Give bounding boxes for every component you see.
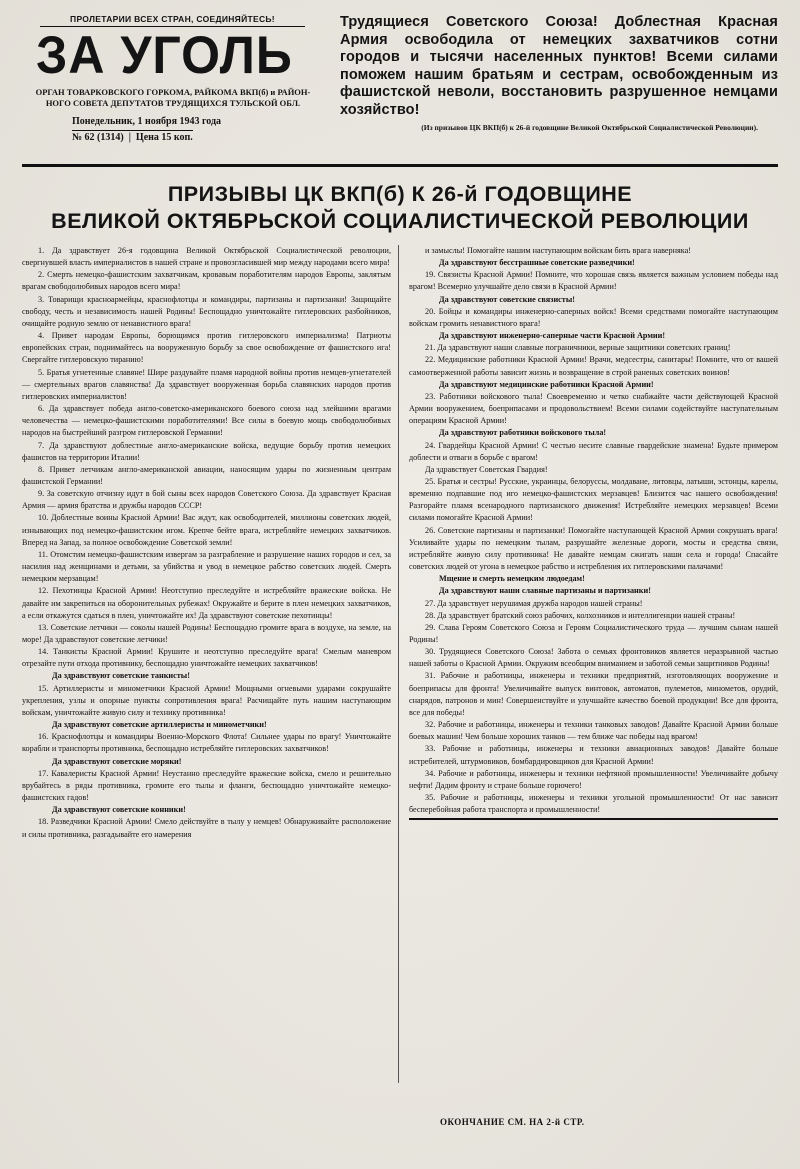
slogan-paragraph: 26. Советские партизаны и партизанки! Помогайте наступающей Красной Армии сокрушать врага! Усиливайте удары по немецким тылам, разрушайте железные дороги, мосты и средства связи, истребляйте живую силу противника! Не давайте немцам сжигать наши села и города! Спасайте советских людей от угона в немецкое рабство и истребления их гитлеровскими палачами!: [409, 525, 778, 572]
slogan-paragraph: Мщение и смерть немецким людоедам!: [439, 574, 585, 584]
motto: ПРОЛЕТАРИИ ВСЕХ СТРАН, СОЕДИНЯЙТЕСЬ!: [40, 14, 305, 27]
slogan-paragraph: 11. Отомстим немецко-фашистским извергам за разграбление и разрушение наших городов и сел, за насилия над женщинами и детьми, за убийства и увод в немецкое рабство советских людей. Смерть немецким мерзавцам!: [22, 549, 391, 584]
main-headline: [22, 181, 778, 235]
slogan-paragraph: 13. Советские летчики — соколы нашей Родины! Беспощадно громите врага в воздухе, на земле, на море! Да здравствуют советские летчики!: [22, 622, 391, 644]
slogan-paragraph: 1. Да здравствует 26-я годовщина Великой Октябрьской Социалистической революции, свергнувшей власть империалистов в нашей стране и провозгласившей мир между народами всего мира!: [22, 246, 391, 268]
slogan-paragraph: 21. Да здравствуют наши славные пограничники, верные защитники советских границ!: [425, 343, 731, 353]
issue-info: [72, 116, 312, 144]
slogan-paragraph: Да здравствуют медицинские работники Красной Армии!: [439, 379, 654, 389]
headline-line-1: ПРИЗЫВЫ ЦК ВКП(б) К 26-й ГОДОВЩИНЕ: [167, 182, 633, 206]
slogan-paragraph: Да здравствуют советские связисты!: [439, 294, 575, 304]
slogan-paragraph: 30. Трудящиеся Советского Союза! Забота о семьях фронтовиков является неразрывной частью нашей заботы о Красной Армии. Окружим всеобщим вниманием и заботой семьи защитников Родины!: [409, 647, 778, 669]
slogan-paragraph: Да здравствуют инженерно-саперные части Красной Армии!: [439, 331, 666, 341]
slogan-paragraph: 25. Братья и сестры! Русские, украинцы, белоруссы, молдаване, литовцы, латыши, эстонцы, карелы, временно подпавшие под иго немецко-фашистских мерзавцев! Близится час нашего освобождения! Разгорайте пламя всенародного партизанского движения! Истребляйте немецких мерзавцев! Всеми силами помогайте Красной Армии!: [409, 476, 778, 523]
slogan-paragraph: Да здравствуют наши славные партизаны и партизанки!: [439, 586, 651, 596]
headline-line-2: ВЕЛИКОЙ ОКТЯБРЬСКОЙ СОЦИАЛИСТИЧЕСКОЙ РЕВОЛЮЦИИ: [51, 209, 749, 233]
slogan-paragraph: 33. Рабочие и работницы, инженеры и техники авиационных заводов! Давайте больше истребителей, штурмовиков, бомбардировщиков для Красной Армии!: [409, 744, 778, 766]
masthead-left: [22, 14, 312, 144]
slogan-paragraph: 27. Да здравствует нерушимая дружба народов нашей страны!: [425, 598, 643, 608]
slogan-paragraph: Да здравствуют работники войскового тыла!: [439, 428, 607, 438]
slogan-paragraph: 8. Привет летчикам англо-американской авиации, наносящим удары по жизненным центрам фашистской Германии!: [22, 464, 391, 486]
slogan-paragraph: 19. Связисты Красной Армии! Помните, что хорошая связь является важным условием победы над врагом! Всемерно улучшайте дело связи в Красной Армии!: [409, 270, 778, 292]
slogan-paragraph: 18. Разведчики Красной Армии! Смело действуйте в тылу у немцев! Обнаруживайте расположение и силы противника, разгадывайте его намерения: [22, 817, 391, 839]
slogan-paragraph: Да здравствует Советская Гвардия!: [425, 464, 548, 474]
slogan-paragraph: 22. Медицинские работники Красной Армии! Врачи, медсестры, санитары! Помните, что от вашей самоотверженной работы зависит жизнь и возвращение в строй раненых советских воинов!: [409, 355, 778, 377]
issue-number: № 62 (1314): [72, 132, 124, 143]
continuation-note: ОКОНЧАНИЕ СМ. НА 2-й СТР.: [440, 1117, 585, 1127]
masthead: [22, 14, 778, 164]
publisher-line: ОРГАН ТОВАРКОВСКОГО ГОРКОМА, РАЙКОМА ВКП(б) и РАЙОН- НОГО СОВЕТА ДЕПУТАТОВ ТРУДЯЩИХСЯ ТУЛЬСКОЙ ОБЛ.: [35, 87, 311, 108]
slogan-paragraph: 23. Работники войскового тыла! Своевременно и четко снабжайте части действующей Красной Армии вооружением, боеприпасами и продовольствием! Всеми силами содействуйте наступательным операциям Красной Армии!: [409, 391, 778, 426]
slogan-paragraph: 6. Да здравствует победа англо-советско-американского боевого союза над злейшими врагами человечества — немецко-фашистскими поработителями! Все силы в боевую мощь свободолюбивых народов на быстрейший разгром гитлеровской Германии!: [22, 404, 391, 438]
slogan-paragraph: Да здравствуют бесстрашные советские разведчики!: [439, 258, 635, 268]
slogan-paragraph: 29. Слава Героям Советского Союза и Героям Социалистического труда — лучшим сынам нашей Родины!: [409, 622, 778, 644]
appeal-source: (Из призывов ЦК ВКП(б) к 26-й годовщине Великой Октябрьской Социалистической Революции).: [421, 123, 758, 132]
article-column-left: [22, 245, 399, 1083]
newspaper-title: ЗА УГОЛЬ: [36, 25, 293, 85]
slogan-paragraph: 31. Рабочие и работницы, инженеры и техники предприятий, изготовляющих вооружение и боеприпасы для фронта! Увеличивайте выпуск винтовок, автоматов, пулеметов, минометов, орудий, снарядов, патронов и мин! Совершенствуйте и улучшайте качество боевой продукции! Все для фронта, все для победы!: [409, 671, 778, 717]
slogan-paragraph: 24. Гвардейцы Красной Армии! С честью несите славные гвардейские знамена! Будьте примером доблести и отваги в борьбе с врагом!: [409, 440, 778, 462]
slogan-paragraph: 20. Бойцы и командиры инженерно-саперных войск! Всеми средствами помогайте наступающим войскам громить ненавистного врага!: [409, 306, 778, 328]
slogan-paragraph: Да здравствуют советские моряки!: [52, 756, 182, 766]
slogan-paragraph: 9. За советскую отчизну идут в бой сыны всех народов Советского Союза. Да здравствует Красная Армия — армия братства и дружбы народов СССР!: [22, 489, 391, 511]
slogan-paragraph: 3. Товарищи красноармейцы, краснофлотцы и командиры, партизаны и партизанки! Защищайте свободу, честь и независимость нашей Родины! Беспощадно уничтожайте гитлеровских разбойников, очищайте родную землю от ненавистного врага!: [22, 294, 391, 328]
slogan-paragraph: 32. Рабочие и работницы, инженеры и техники танковых заводов! Давайте Красной Армии больше боевых машин! Чем больше хороших танков — тем ближе час победы над врагом!: [409, 720, 778, 742]
slogan-paragraph: Да здравствуют советские танкисты!: [52, 671, 190, 681]
slogan-paragraph: 10. Доблестные воины Красной Армии! Вас ждут, как освободителей, миллионы советских людей, изнывающих под немецко-фашистским игом. Крепче бейте врага, истребляйте немецких захватчиков. Вперед на Запад, за полное освобождение Советской земли!: [22, 513, 391, 547]
issue-number-price: № 62 (1314) | Цена 15 коп.: [72, 132, 193, 143]
appeal-text: Трудящиеся Советского Союза! Доблестная Красная Армия освободила от немецких захватчиков сотни городов и тысячи населенных пунктов! Всеми силами поможем нашим братьям и сестрам, освобожденным из фашистской неволи, восстановить разрушенное немцами хозяйство!: [340, 14, 778, 118]
masthead-rule: [22, 164, 778, 167]
issue-price: Цена 15 коп.: [135, 132, 193, 143]
masthead-appeal: [340, 14, 778, 132]
slogan-paragraph: и замыслы! Помогайте нашим наступающим войскам бить врага наверняка!: [425, 246, 692, 255]
slogan-paragraph: 16. Краснофлотцы и командиры Военно-Морского Флота! Сильнее удары по врагу! Уничтожайте корабли и транспорты противника, беспощадно истребляйте гитлеровских захватчиков!: [22, 732, 391, 754]
slogan-paragraph: 5. Братья угнетенные славяне! Шире раздувайте пламя народной войны против немцев-угнетателей — смертельных врагов славянства! Да здравствует вооруженная борьба славянских народов против гитлеровских империалистов!: [22, 367, 391, 401]
slogan-paragraph: 2. Смерть немецко-фашистским захватчикам, кровавым поработителям народов Европы, заклятым врагам свободолюбивых народов всего мира!: [22, 270, 391, 292]
slogan-paragraph: 4. Привет народам Европы, борющимся против гитлеровского империализма! Патриоты европейских стран, поднимайтесь на вооруженную борьбу за свое освобождение от фашистского ига! Свергайте гитлеровскую тиранию!: [22, 331, 391, 365]
slogan-paragraph: 28. Да здравствует братский союз рабочих, колхозников и интеллигенции нашей страны!: [425, 610, 736, 620]
slogan-paragraph: Да здравствуют советские артиллеристы и минометчики!: [52, 720, 267, 730]
slogan-paragraph: 15. Артиллеристы и минометчики Красной Армии! Мощными огневыми ударами сокрушайте укрепления, узлы и опорные пункты сопротивления врага! Расчищайте путь нашим наступающим войскам, уничтожайте живую силу и технику противника!: [22, 683, 391, 717]
article-column-right: [409, 245, 778, 1083]
slogan-paragraph: 34. Рабочие и работницы, инженеры и техники нефтяной промышленности! Увеличивайте добычу нефти! Дадим фронту и стране больше горючего!: [409, 768, 778, 790]
slogan-paragraph: 7. Да здравствуют доблестные англо-американские войска, ведущие борьбу против немецких фашистов на территории Италии!: [22, 440, 391, 462]
slogan-paragraph: Да здравствуют советские конники!: [52, 805, 186, 815]
slogan-paragraph: 17. Кавалеристы Красной Армии! Неустанно преследуйте вражеские войска, смело и решительно врубайтесь в ряды противника, громите его тылы и фланги, беспощадно уничтожайте немецко-фашистских гадов!: [22, 768, 391, 803]
article-columns: [22, 245, 778, 1083]
slogan-paragraph: 12. Пехотинцы Красной Армии! Неотступно преследуйте и истребляйте вражеские войска. Не давайте им закрепиться на оборонительных рубежах! Окружайте и берите в плен немецких захватчиков, а если откажутся сдаться в плен, уничтожайте их! Да здравствуют советские пехотинцы!: [22, 586, 391, 620]
slogan-paragraph: 35. Рабочие и работницы, инженеры и техники угольной промышленности! От нас зависит бесперебойная работа транспорта и промышленности!: [409, 792, 778, 820]
slogan-paragraph: 14. Танкисты Красной Армии! Крушите и неотступно преследуйте врага! Смелым маневром отрезайте пути отхода противнику, беспощадно уничтожайте немецких захватчиков!: [22, 647, 391, 669]
issue-date: Понедельник, 1 ноября 1943 года: [72, 116, 222, 127]
